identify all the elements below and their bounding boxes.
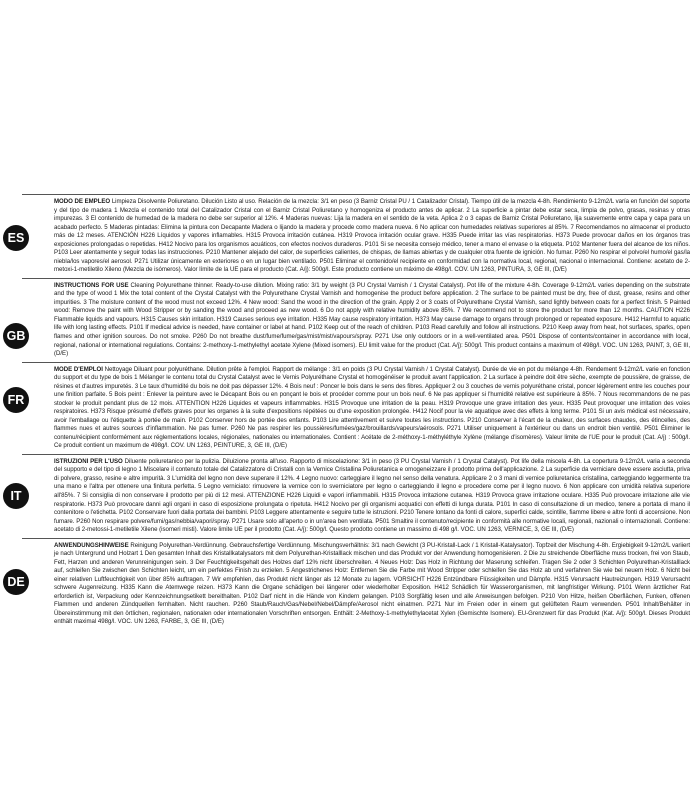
- language-badge-it: IT: [3, 483, 29, 509]
- language-badge-fr: FR: [3, 387, 29, 413]
- multilingual-instructions-sheet: [0, 194, 700, 630]
- section-text-fr: [54, 366, 690, 451]
- section-heading-es: MODO DE EMPLEO: [54, 198, 111, 205]
- section-body-gb: Cleaning Polyurethane thinner. Ready-to-use dilution. Mixing ratio: 3/1 by weight (3 PU Crystal Varnish / 1 Crystal Catalyst). Pot life of the mixture 4-8h. Coverage 9-12m2/L varies depending on the substrate and the type of wood 1 Mix the total content of the Crystal Catalyst with the Polyurethane Crystal Varnish and homogenise the product before application. 2 The surface to be painted must be dry, free of dust, grease, resins and other impurities. 3 The moisture content of the wood must not exceed 12%. 4 New wood: Sand the wood in the direction of the grain. Apply 2 or 3 coats of Polyurethane Crystal Varnish, sand lightly between coats for a perfect finish. 5 Painted wood: Remove the paint with Wood Stripper or by sanding the wood and proceed as new wood. 6 Do not apply with relative humidity above 85%. 7 We recommend not to store the product for more than 12 months. CAUTION H226 Flammable liquids and vapours. H315 Causes skin irritation. H319 Causes serious eye irritation. H335 May cause respiratory irritation. H373 May cause damage to organs through prolonged or repeated exposure. H412 Harmful to aquatic life with long lasting effects. P101 If medical advice is needed, have container or label at hand. P102 Keep out of the reach of children. P103 Read carefully and follow all instructions. P210 Keep away from heat, hot surfaces, sparks, open flames and other ignition sources. Do not smoke. P260 Do not breathe dust/fume/fume/gas/mist/mist/vapours/spray. P271 Use only outdoors or in a well-ventilated area. P501 Dispose of contents/container in accordance with local, regional, national or international regulations. Contains: 2-methoxy-1-methylethyl acetate Xylene (Mixed isomers). EU limit value for the product (Cat. A/j): 500g/l. This product contains a maximum of 498g/l. VOC. UN 1263, PAINT, 3, GE III, (D/E): [54, 281, 690, 358]
- section-text-gb: [54, 282, 690, 359]
- section-heading-gb: INSTRUCTIONS FOR USE: [54, 281, 129, 289]
- section-text-es: [54, 198, 690, 275]
- section-heading-fr: MODE D'EMPLOI: [54, 365, 103, 373]
- language-badge-gb: GB: [3, 323, 29, 349]
- section-body-it: Diluente poliuretanico per la pulizia. Diluizione pronta all'uso. Rapporto di miscelazione: 3/1 in peso (3 PU Crystal Varnish / 1 Crystal Catalyst). Pot life della miscela 4-8h. La copertura 9-12m2/L varia a seconda del supporto e del tipo di legno 1 Miscelare il contenuto totale del Catalizzatore di Cristalli con la Vernice Cristallina Poliuretanica e omogeneizzare il prodotto prima dell'applicazione. 2 La superficie da verniciare deve essere asciutta, priva di polvere, grasso, resine e altre impurità. 3 L'umidità del legno non deve superare il 12%. 4 Legno nuovo: carteggiare il legno nel senso della venatura. Applicare 2 o 3 mani di vernice poliuretanica cristallina, carteggiando leggermente tra una mano e l'altra per ottenere una finitura perfetta. 5 Legno verniciato: rimuovere la vernice con lo sverniciatore per legno o carteggiando il legno e procedere come per il legno nuovo. 6 Non applicare con umidità relativa superiore all'85%. 7 Si consiglia di non conservare il prodotto per più di 12 mesi. ATTENZIONE H226 Liquidi e vapori infiammabili. H315 Provoca irritazione cutanea. H319 Provoca grave irritazione oculare. H335 Può provocare irritazione alle vie respiratorie. H373 Può provocare danni agli organi in caso di esposizione prolungata o ripetuta. H412 Nocivo per gli organismi acquatici con effetti di lunga durata. P101 In caso di consultazione di un medico, tenere a portata di mano il contenitore o l'etichetta. P102 Conservare fuori dalla portata dei bambini. P103 Leggere attentamente e seguire tutte le istruzioni. P210 Tenere lontano da fonti di calore, superfici calde, scintille, fiamme libere e altre fonti di accensione. Non fumare. P260 Non respirare polvere/fumi/gas/nebbia/vapori/spray. P271 Usare solo all'aperto o in un'area ben ventilata. P501 Smaltire il contenuto/recipiente in conformità alle normative locali, regionali, nazionali o internazionali. Contiene: acetato di 2-metossi-1-metiletile Xilene (isomeri misti). Valore limite UE per il prodotto (Cat. A/j): 500g/l. Questo prodotto contiene un massimo di 498 g/l. VOC. UN 1263, VERNICE, 3, GE III, (D/E): [54, 457, 690, 534]
- section-es: [7, 194, 691, 278]
- section-it: [10, 454, 690, 538]
- section-body-fr: Nettoyage Diluant pour polyuréthane. Dilution prête à l'emploi. Rapport de mélange : 3/1 en poids (3 PU Crystal Varnish / 1 Crystal Catalyst). Durée de vie en pot du mélange 4-8h. Rendement 9-12m2/L varie en fonction du support et du type de bois 1 Mélanger le contenu total du Crystal Catalyst avec le Vernis Polyuréthane Crystal et homogénéiser le produit avant l'application. 2 La surface à peindre doit être sèche, exempte de poussière, de graisse, de résines et d'autres impuretés. 3 Le taux d'humidité du bois ne doit pas dépasser 12%. 4 Bois neuf : Poncer le bois dans le sens des fibres. Appliquer 2 ou 3 couches de vernis polyuréthane cristal, poncer légèrement entre les couches pour une finition parfaite. 5 Bois peint : Enlever la peinture avec le Décapant Bois ou en ponçant le bois et procéder comme pour un bois neuf. 6 Ne pas appliquer si l'humidité relative est supérieure à 85%. 7 Nous recommandons de ne pas stocker le produit pendant plus de 12 mois. ATTENTION H226 Liquides et vapeurs inflammables. H315 Provoque une irritation de la peau. H319 Provoque une grave irritation des yeux. H335 Peut provoquer une irritation des voies respiratoires. H373 Risque présumé d'effets graves pour les organes à la suite d'expositions répétées ou d'une exposition prolongée. H412 Nocif pour la vie aquatique avec des effets à long terme. P101 Si un avis médical est nécessaire, avoir l'emballage ou l'étiquette à portée de main. P102 Conserver hors de portée des enfants. P103 Lire attentivement et suivre toutes les instructions. P210 Conserver à l'écart de la chaleur, des surfaces chaudes, des étincelles, des flammes nues et autres sources d'inflammation. Ne pas fumer. P260 Ne pas respirer les poussières/fumées/gaz/brouillards/vapeurs/aérosols. P271 Utiliser uniquement à l'extérieur ou dans un endroit bien ventilé. P501 Éliminer le contenu/récipient conformément aux réglementations locales, régionales, nationales ou internationales. Contient : Acétate de 2-méthoxy-1-méthyléthyle Xylène (mélange d'isomères). Valeur limite de l'UE pour le produit (Cat. A/j) : 500g/l. Ce produit contient un maximum de 498g/l. COV. UN 1263, PEINTURE, 3, GE III, (D/E): [54, 365, 691, 450]
- section-text-it: [54, 458, 690, 535]
- section-fr: [7, 362, 691, 454]
- section-heading-it: ISTRUZIONI PER L'USO: [54, 457, 123, 465]
- section-body-es: Limpieza Disolvente Poliuretano. Dilución Listo al uso. Relación de la mezcla: 3/1 en peso (3 Barniz Cristal PU / 1 Catalizador Cristal). Tiempo útil de la mezcla 4-8h. Rendimiento 9-12m2/L varía en función del soporte y del tipo de madera 1 Mezcla el contenido total del Catalizador Cristal con el Barniz Cristal Poliuretano y homogeniza el producto antes de aplicar. 2 La superficie a pintar debe estar seca, limpia de polvo, grasas, resinas y otras impurezas. 3 El contenido de humedad de la madera no debe ser superior al 12%. 4 Maderas nuevas: Lija la madera en el sentido de la veta. Aplica 2 o 3 capas de Barniz Cristal Poliuretano, lija suavemente entre capa y capa para un acabado perfecto. 5 Maderas pintadas: Elimina la pintura con Decapante Madera o lijando la madera y procede como madera nueva. 6 No aplicar con humedades relativas superiores al 85%. 7 Recomendamos no almacenar el producto más de 12 meses. ATENCIÓN H226 Líquidos y vapores inflamables. H315 Provoca irritación cutánea. H319 Provoca irritación ocular grave. H335 Puede irritar las vías respiratorias. H373 Puede provocar daños en los órganos tras exposiciones prolongadas o repetidas. H412 Nocivo para los organismos acuáticos, con efectos nocivos duraderos. P101 Si se necesita consejo médico, tener a mano el envase o la etiqueta. P102 Mantener fuera del alcance de los niños. P103 Leer atentamente y seguir todas las instrucciones. P210 Mantener alejado del calor, de superficies calientes, de chispas, de llamas abiertas y de cualquier otra fuente de ignición. No fumar. P260 No respirar el polvo/el humo/el gas/la niebla/los vapores/el aerosol. P271 Utilizar únicamente en exteriores o en un lugar bien ventilado. P501 Eliminar el contenido/el recipiente en conformidad con la normativa local, regional, nacional o internacional. Contiene: acetato de 2-metoxi-1-metiletilo Xileno (Mezcla de isómeros). Valor límite de la UE para el producto (Cat. A/j): 500g/l. Este producto contiene un máximo de 498g/l. COV. UN 1263, PINTURA, 3, GE III, (D/E): [54, 198, 691, 274]
- section-text-de: [54, 542, 690, 627]
- section-gb: [6, 278, 690, 362]
- section-heading-de: ANWENDUNGSHINWEISE: [54, 541, 129, 549]
- section-body-de: Reinigung Polyurethan-Verdünnung. Gebrauchsfertige Verdünnung. Mischungsverhältnis: 3/1 nach Gewicht (3 PU-Kristall-Lack / 1 Kristall-Katalysator). Topfzeit der Mischung 4-8h. Ergiebigkeit 9-12m2/L variiert je nach Untergrund und Holzart 1 Den gesamten Inhalt des Kristallkatalysators mit dem Polyurethan-Kristalllack mischen und das Produkt vor der Anwendung homogenisieren. 2 Die zu streichende Oberfläche muss trocken, frei von Staub, Fett, Harzen und anderen Verunreinigungen sein. 3 Der Feuchtigkeitsgehalt des Holzes darf 12% nicht überschreiten. 4 Neues Holz: Das Holz in Richtung der Maserung schleifen. Tragen Sie 2 oder 3 Schichten Polyurethan-Kristalllack auf, schleifen Sie zwischen den Schichten leicht, um ein perfektes Finish zu erzielen. 5 Angestrichenes Holz: Entfernen Sie die Farbe mit Wood Stripper oder schleifen Sie das Holz ab und verfahren Sie wie bei neuem Holz. 6 Nicht bei einer relativen Luftfeuchtigkeit von über 85% auftragen. 7 Wir empfehlen, das Produkt nicht länger als 12 Monate zu lagern. VORSICHT H226 Entzündbare Flüssigkeiten und Dämpfe. H315 Verursacht Hautreizungen. H319 Verursacht schwere Augenreizung. H335 Kann die Atemwege reizen. H373 Kann die Organe schädigen bei längerer oder wiederholter Exposition. H412 Schädlich für Wasserorganismen, mit langfristiger Wirkung. P101 Wenn ärztlicher Rat erforderlich ist, Verpackung oder Kennzeichnungsetikett bereithalten. P102 Darf nicht in die Hände von Kindern gelangen. P103 Sorgfältig lesen und alle Anweisungen befolgen. P210 Von Hitze, heißen Oberflächen, Funken, offenen Flammen und anderen Zündquellen fernhalten. Nicht rauchen. P260 Staub/Rauch/Gas/Nebel/Nebel/Dämpfe/Aerosol nicht einatmen. P271 Nur im Freien oder in einem gut gelüfteten Raum verwenden. P501 Inhalt/Behälter in Übereinstimmung mit den örtlichen, regionalen, nationalen oder internationalen Vorschriften entsorgen. Enthält: 2-Methoxy-1-methylethylacetat Xylen (Gemischte Isomere). EU-Grenzwert für das Produkt (Kat. A/j): 500g/l. Dieses Produkt enthält maximal 498g/l. VOC. UN 1263, FARBE, 3, GE III, (D/E): [54, 541, 690, 626]
- language-badge-de: DE: [3, 569, 29, 595]
- language-badge-es: ES: [3, 225, 29, 251]
- section-de: [7, 538, 690, 630]
